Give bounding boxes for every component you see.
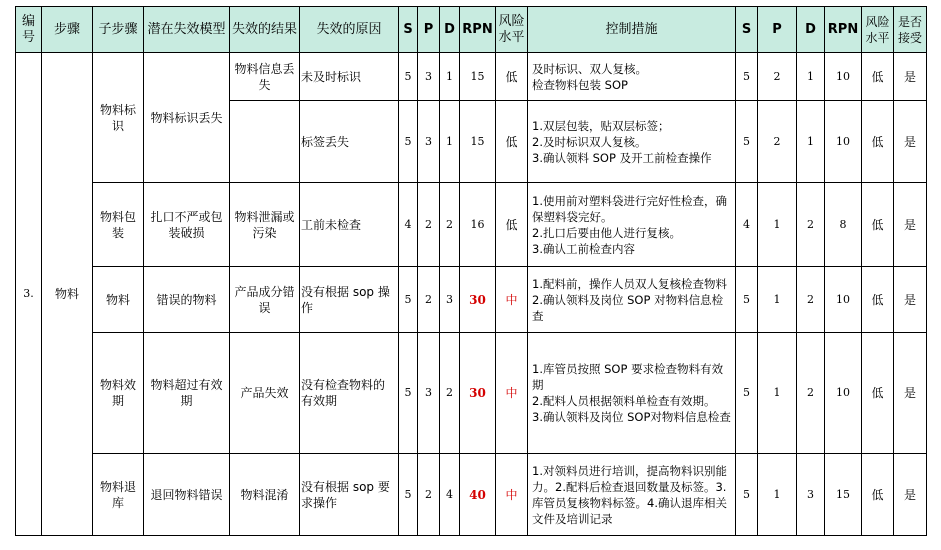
failure-cause-cell: 没有根据 sop 要求操作 <box>300 454 399 536</box>
failure-cause-cell: 未及时标识 <box>300 53 399 101</box>
risk-level2-cell: 低 <box>862 454 894 536</box>
d2-cell: 1 <box>797 53 825 101</box>
risk-level2-cell: 低 <box>862 101 894 183</box>
s-cell: 5 <box>399 101 418 183</box>
rpn2-cell: 10 <box>825 101 862 183</box>
d2-cell: 1 <box>797 101 825 183</box>
failure-effect-cell: 产品成分错误 <box>230 267 300 333</box>
d2-cell: 2 <box>797 183 825 267</box>
control-measures-cell: 1.配料前，操作人员双人复核检查物料 2.确认领料及岗位 SOP 对物料信息检查 <box>528 267 736 333</box>
header-d: D <box>440 7 460 53</box>
p2-cell: 2 <box>758 53 797 101</box>
header-failure-effect: 失效的结果 <box>230 7 300 53</box>
p2-cell: 1 <box>758 183 797 267</box>
p2-cell: 1 <box>758 267 797 333</box>
failure-mode-cell: 物料超过有效期 <box>144 333 230 454</box>
d2-cell: 2 <box>797 267 825 333</box>
control-measures-cell: 1.使用前对塑料袋进行完好性检查，确保塑料袋完好。 2.扎口后要由他人进行复核。 3.确认工前检查内容 <box>528 183 736 267</box>
header-s2: S <box>736 7 758 53</box>
failure-mode-cell: 错误的物料 <box>144 267 230 333</box>
header-rpn2: RPN <box>825 7 862 53</box>
d-cell: 1 <box>440 53 460 101</box>
control-line: 及时标识、双人复核。 检查物料包装 SOP <box>532 61 647 92</box>
risk-level-cell-medium: 中 <box>496 454 528 536</box>
rpn-cell-high: 40 <box>460 454 496 536</box>
p2-cell: 1 <box>758 333 797 454</box>
fmea-table-container <box>15 6 926 536</box>
p2-cell: 2 <box>758 101 797 183</box>
risk-level-cell: 低 <box>496 101 528 183</box>
d-cell: 2 <box>440 333 460 454</box>
accept-cell: 是 <box>894 333 927 454</box>
failure-effect-cell <box>230 101 300 183</box>
control-measures-cell <box>528 53 736 101</box>
s-cell: 5 <box>399 267 418 333</box>
header-control-measures: 控制措施 <box>528 7 736 53</box>
rpn-cell: 15 <box>460 53 496 101</box>
risk-level-cell: 低 <box>496 183 528 267</box>
failure-mode-cell: 物料标识丢失 <box>144 53 230 183</box>
rpn2-cell: 15 <box>825 454 862 536</box>
header-p: P <box>418 7 440 53</box>
rpn2-cell: 10 <box>825 267 862 333</box>
d-cell: 1 <box>440 101 460 183</box>
rpn2-cell: 10 <box>825 53 862 101</box>
s-cell: 4 <box>399 183 418 267</box>
p-cell: 3 <box>418 101 440 183</box>
header-s: S <box>399 7 418 53</box>
risk-level2-cell: 低 <box>862 53 894 101</box>
s2-cell: 5 <box>736 454 758 536</box>
header-risk-level2: 风险水平 <box>862 7 894 53</box>
header-accept: 是否接受 <box>894 7 927 53</box>
risk-level2-cell: 低 <box>862 267 894 333</box>
p-cell: 3 <box>418 53 440 101</box>
risk-level-cell-medium: 中 <box>496 267 528 333</box>
rpn2-cell: 8 <box>825 183 862 267</box>
header-substep: 子步骤 <box>93 7 144 53</box>
failure-effect-cell: 物料泄漏或污染 <box>230 183 300 267</box>
d-cell: 4 <box>440 454 460 536</box>
substep-cell: 物料退库 <box>93 454 144 536</box>
s2-cell: 5 <box>736 101 758 183</box>
table-row <box>16 53 927 101</box>
s-cell: 5 <box>399 333 418 454</box>
header-failure-mode: 潜在失效模型 <box>144 7 230 53</box>
d2-cell: 3 <box>797 454 825 536</box>
s2-cell: 5 <box>736 53 758 101</box>
table-row <box>16 267 927 333</box>
substep-cell: 物料标识 <box>93 53 144 183</box>
control-measures-cell: 1.对领料员进行培训，提高物料识别能力。2.配料后检查退回数量及标签。3.库管员复核物料标签。4.确认退库相关文件及培训记录 <box>528 454 736 536</box>
header-risk-level: 风险水平 <box>496 7 528 53</box>
rpn2-cell: 10 <box>825 333 862 454</box>
header-no: 编号 <box>16 7 42 53</box>
failure-effect-cell: 产品失效 <box>230 333 300 454</box>
accept-cell: 是 <box>894 267 927 333</box>
s2-cell: 5 <box>736 267 758 333</box>
s-cell: 5 <box>399 454 418 536</box>
step-name: 物料 <box>42 53 93 536</box>
header-failure-cause: 失效的原因 <box>300 7 399 53</box>
row-number: 3. <box>16 53 42 536</box>
header-step: 步骤 <box>42 7 93 53</box>
d2-cell: 2 <box>797 333 825 454</box>
control-measures-cell: 1.库管员按照 SOP 要求检查物料有效期 2.配料人员根据领料单检查有效期。 3.确认领料及岗位 SOP对物料信息检查 <box>528 333 736 454</box>
p-cell: 2 <box>418 454 440 536</box>
risk-level2-cell: 低 <box>862 333 894 454</box>
substep-cell: 物料 <box>93 267 144 333</box>
p-cell: 2 <box>418 267 440 333</box>
table-row <box>16 183 927 267</box>
fmea-table <box>15 6 927 536</box>
substep-cell: 物料包装 <box>93 183 144 267</box>
header-rpn: RPN <box>460 7 496 53</box>
failure-cause-cell: 没有根据 sop 操作 <box>300 267 399 333</box>
accept-cell: 是 <box>894 454 927 536</box>
d-cell: 3 <box>440 267 460 333</box>
rpn-cell-high: 30 <box>460 333 496 454</box>
failure-mode-cell: 退回物料错误 <box>144 454 230 536</box>
risk-level-cell: 低 <box>496 53 528 101</box>
accept-cell: 是 <box>894 53 927 101</box>
s-cell: 5 <box>399 53 418 101</box>
failure-effect-cell: 物料混淆 <box>230 454 300 536</box>
p2-cell: 1 <box>758 454 797 536</box>
accept-cell: 是 <box>894 101 927 183</box>
failure-cause-cell: 没有检查物料的有效期 <box>300 333 399 454</box>
table-row <box>16 454 927 536</box>
failure-cause-cell: 标签丢失 <box>300 101 399 183</box>
risk-level-cell-medium: 中 <box>496 333 528 454</box>
d-cell: 2 <box>440 183 460 267</box>
control-measures-cell: 1.双层包装，贴双层标签； 2.及时标识双人复核。 3.确认领料 SOP 及开工前检查操作 <box>528 101 736 183</box>
failure-cause-cell: 工前未检查 <box>300 183 399 267</box>
substep-cell: 物料效期 <box>93 333 144 454</box>
rpn-cell: 15 <box>460 101 496 183</box>
failure-mode-cell: 扎口不严或包装破损 <box>144 183 230 267</box>
rpn-cell: 16 <box>460 183 496 267</box>
p-cell: 3 <box>418 333 440 454</box>
p-cell: 2 <box>418 183 440 267</box>
rpn-cell-high: 30 <box>460 267 496 333</box>
header-d2: D <box>797 7 825 53</box>
s2-cell: 5 <box>736 333 758 454</box>
table-row <box>16 333 927 454</box>
accept-cell: 是 <box>894 183 927 267</box>
s2-cell: 4 <box>736 183 758 267</box>
risk-level2-cell: 低 <box>862 183 894 267</box>
failure-effect-cell: 物料信息丢失 <box>230 53 300 101</box>
header-p2: P <box>758 7 797 53</box>
header-row <box>16 7 927 53</box>
